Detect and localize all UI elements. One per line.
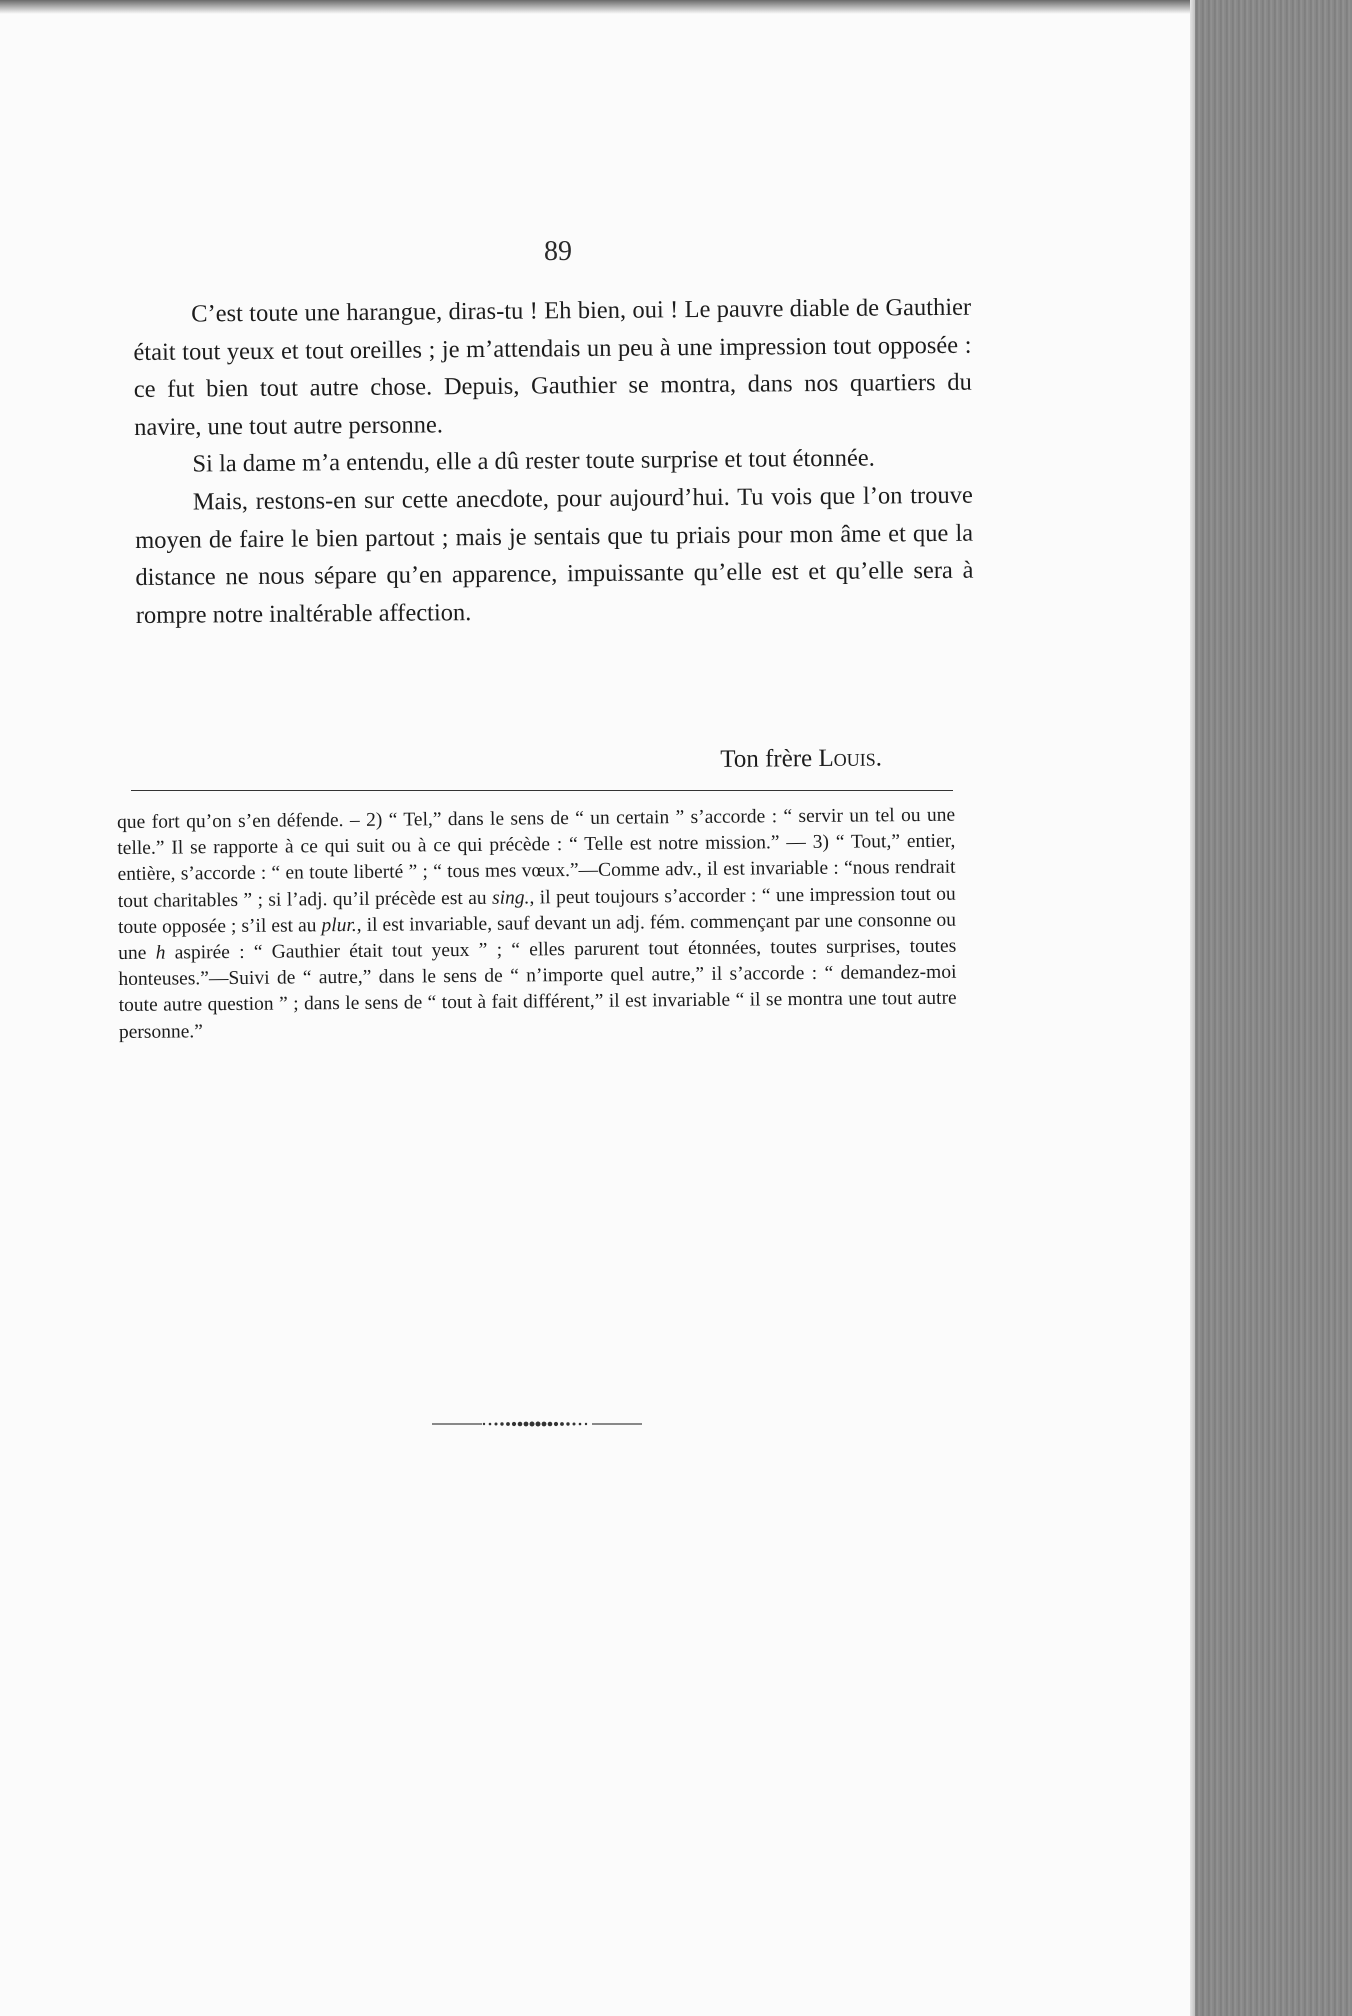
footnote-text: que fort qu’on s’en défende. – 2) “ Tel,” dans le sens de “ un certain ” s’accorde : “ servir un tel ou une telle.” Il se rapporte à ce qui suit ou à ce qui précède : “ Telle est notre mission.” — 3) “ Tout,” entier, entière, s’accorde : “ en toute liberté ” ; “ tous mes vœux.”—Comme adv., il est invariable : “nous rendrait tout charitables ” ; si l’adj. qu’il précède est au [117, 804, 956, 912]
signature-prefix: Ton frère [720, 745, 819, 773]
body-paragraph: C’est toute une harangue, diras-tu ! Eh bien, oui ! Le pauvre diable de Gauthier était tout yeux et tout oreilles ; je m’attendais un peu à une impression tout opposée : ce fut bien tout autre chose. Depuis, Gauthier se montra, dans nos quartiers du navire, une tout autre personne. [133, 293, 972, 441]
footnote-italic: h [155, 942, 166, 964]
footnote-divider [131, 790, 953, 791]
footnote-text: aspirée : “ Gauthier était tout yeux ” ; “ elles parurent tout étonnées, toutes surprises, toutes honteuses.”—Suivi de “ autre,” dans le sens de “ n’importe quel autre,” il s’accorde : “ demandez-moi toute autre question ” ; dans le sens de “ tout à fait différent,” il est invariable “ il se montra une tout autre personne.” [118, 935, 957, 1043]
body-paragraph: Mais, restons-en sur cette anecdote, pour aujourd’hui. Tu vois que l’on trouve moyen de faire le bien partout ; mais je sentais que tu priais pour mon âme et que la distance ne nous sépare qu’en apparence, impuissante qu’elle est et qu’elle sera à rompre notre inaltérable affection. [135, 481, 974, 629]
footnote-italic: plur. [321, 914, 357, 937]
body-paragraph: Si la dame m’a entendu, elle a dû rester toute surprise et tout étonnée. [192, 444, 875, 478]
book-page-edges [1195, 0, 1352, 2016]
footnote [117, 803, 957, 1046]
section-ornament [432, 1420, 642, 1428]
page-number: 89 [544, 236, 572, 267]
page-top-shadow [0, 0, 1195, 14]
letter-body [133, 289, 974, 635]
footnote-text: , il peut toujours s’accorder : “ une impression tout ou toute opposée ; s’il est au [117, 883, 956, 938]
letter-signature [540, 745, 882, 776]
footnote-text: , il est invariable, sauf devant un adj. fém. commençant par une consonne ou une [118, 909, 957, 965]
signature-name: Louis. [818, 744, 883, 773]
footnote-italic: sing. [491, 887, 530, 909]
